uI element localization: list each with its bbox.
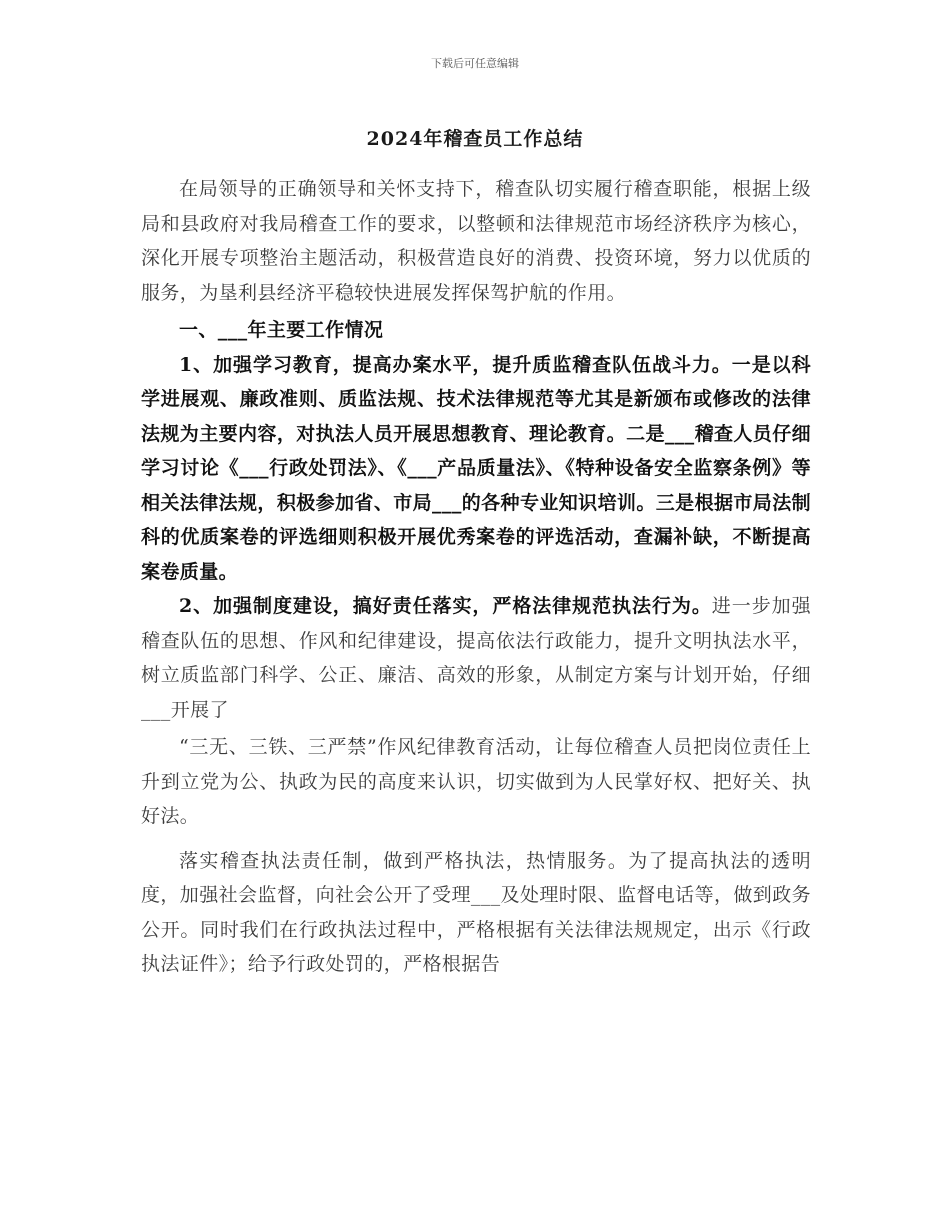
paragraph-discipline: “三无、三铁、三严禁”作风纪律教育活动，让每位稽查人员把岗位责任上升到立党为公、执政为民的高度来认识，切实做到为人民掌好权、把好关、执好法。 [141, 736, 811, 827]
section-heading: 一、___年主要工作情况 [179, 319, 384, 341]
paragraph-intro: 在局领导的正确领导和关怀支持下，稽查队切实履行稽查职能，根据上级局和县政府对我局稽查工作的要求，以整顿和法律规范市场经济秩序为核心，深化开展专项整治主题活动，积极营造良好的消费、投资环境，努力以优质的服务，为垦利县经济平稳较快进展发挥保驾护航的作用。 [141, 178, 811, 304]
document-body [141, 172, 811, 982]
paragraph-item-2-text: 进一步加强稽查队伍的思想、作风和纪律建设，提高依法行政能力，提升文明执法水平，树立质监部门科学、公正、廉洁、高效的形象，从制定方案与计划开始，仔细___开展了 [141, 595, 811, 721]
paragraph-item-2 [141, 589, 811, 727]
document-title: 2024年稽查员工作总结 [366, 128, 584, 150]
paragraph-item-2-lead: 2、加强制度建设，搞好责任落实，严格法律规范执法行为。 [179, 595, 712, 617]
paragraph-item-1: 1、加强学习教育，提高办案水平，提升质监稽查队伍战斗力。一是以科学进展观、廉政准则、质监法规、技术法律规范等尤其是新颁布或修改的法律法规为主要内容，对执法人员开展思想教育、理论教育。二是___稽查人员仔细学习讨论《___行政处罚法》、《___产品质量法》、《特种设备安全监察条例》等相关法律法规，积极参加省、市局___的各种专业知识培训。三是根据市局法制科的优质案卷的评选细则积极开展优秀案卷的评选活动，查漏补缺，不断提高案卷质量。 [141, 353, 811, 583]
paragraph-responsibility: 落实稽查执法责任制，做到严格执法，热情服务。为了提高执法的透明度，加强社会监督，向社会公开了受理___及处理时限、监督电话等，做到政务公开。同时我们在行政执法过程中，严格根据有关法律法规规定，出示《行政执法证件》；给予行政处罚的，严格根据告 [141, 849, 811, 975]
header-note: 下载后可任意编辑 [431, 57, 519, 70]
